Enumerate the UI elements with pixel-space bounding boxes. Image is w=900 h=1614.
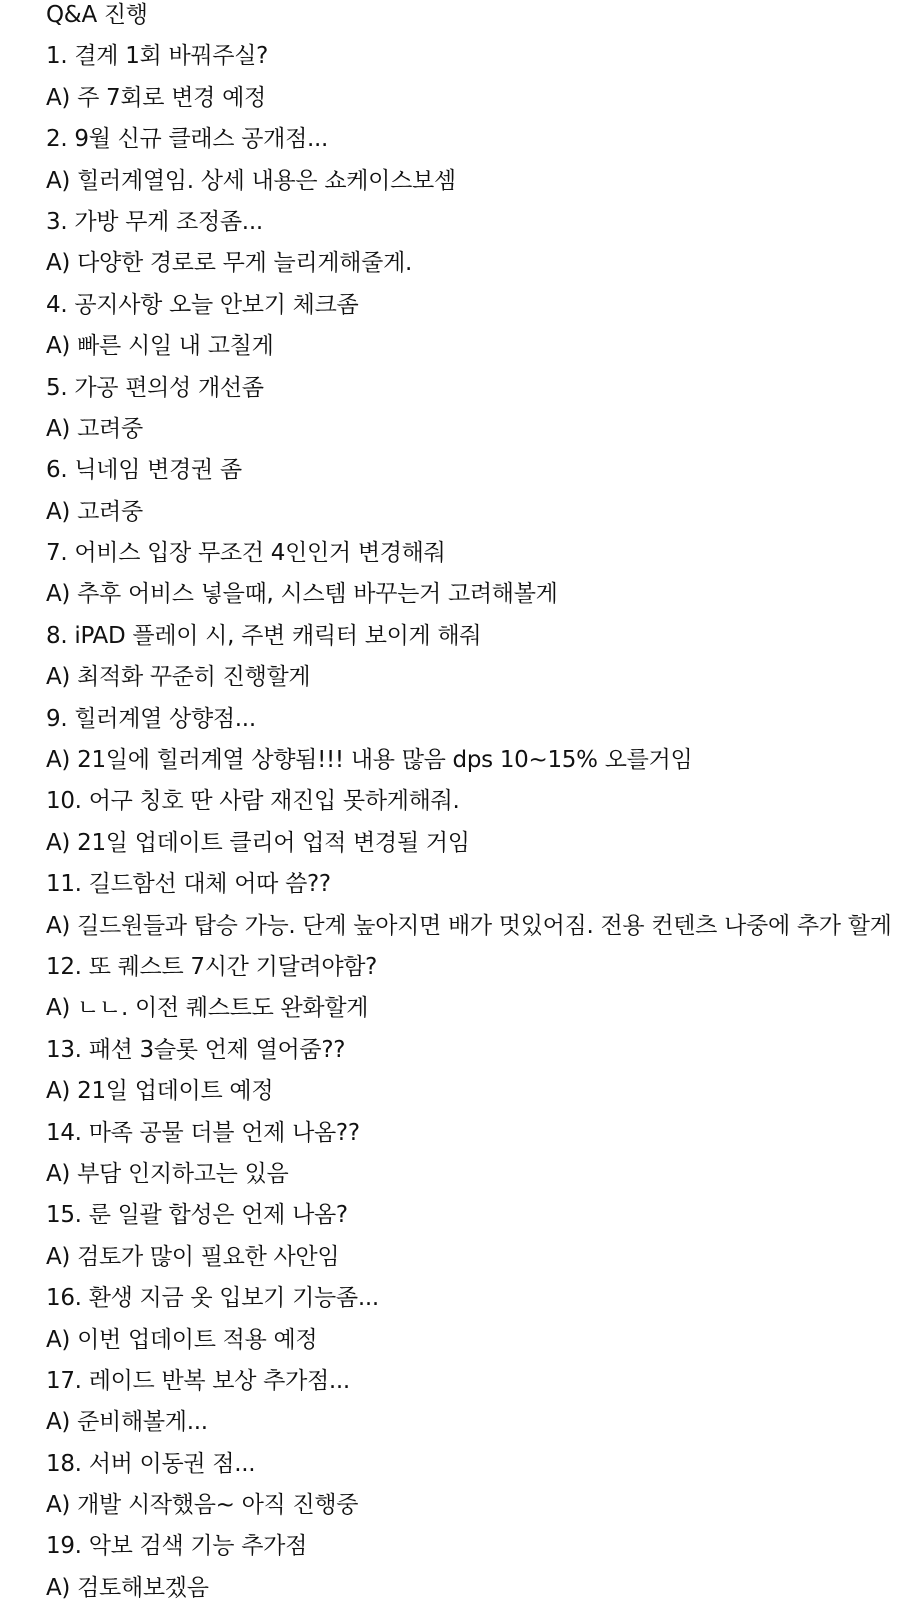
answer-line: A) 길드원들과 탑승 가능. 단계 높아지면 배가 멋있어짐. 전용 컨텐츠 나중에 추가 할게 [46,912,892,939]
answer-line: A) 검토해보겠음 [46,1574,209,1601]
question-line: 19. 악보 검색 기능 추가점 [46,1533,307,1560]
answer-line: A) 이번 업데이트 적용 예정 [46,1326,318,1353]
answer-line: A) 힐러계열임. 상세 내용은 쇼케이스보셈 [46,167,456,194]
question-line: 4. 공지사항 오늘 안보기 체크좀 [46,291,359,318]
answer-line: A) ㄴㄴ. 이전 퀘스트도 완화할게 [46,995,369,1022]
answer-line: A) 21일 업데이트 예정 [46,1078,274,1105]
answer-line: A) 개발 시작했음~ 아직 진행중 [46,1492,359,1519]
answer-line: A) 다양한 경로로 무게 늘리게해줄게. [46,250,413,277]
question-line: 3. 가방 무게 조정좀... [46,208,263,235]
qa-document [46,0,892,1614]
answer-line: A) 고려중 [46,415,143,442]
answer-line: A) 21일 업데이트 클리어 업적 변경될 거임 [46,829,470,856]
question-line: 13. 패션 3슬롯 언제 열어줌?? [46,1036,346,1063]
question-line: 17. 레이드 반복 보상 추가점... [46,1367,350,1394]
answer-line: A) 주 7회로 변경 예정 [46,84,266,111]
question-line: 2. 9월 신규 클래스 공개점... [46,126,329,153]
answer-line: A) 부담 인지하고는 있음 [46,1160,289,1187]
question-line: 15. 룬 일괄 합성은 언제 나옴? [46,1202,348,1229]
answer-line: A) 추후 어비스 넣을때, 시스템 바꾸는거 고려해볼게 [46,581,558,608]
answer-line: A) 빠른 시일 내 고칠게 [46,333,274,360]
answer-line: A) 21일에 힐러계열 상향됨!!! 내용 많음 dps 10~15% 오를거임 [46,747,693,774]
question-line: 8. iPAD 플레이 시, 주변 캐릭터 보이게 해줘 [46,622,482,649]
answer-line: A) 준비해볼게... [46,1409,208,1436]
question-line: 5. 가공 편의성 개선좀 [46,374,264,401]
question-line: 18. 서버 이동권 점... [46,1450,256,1477]
document-title: Q&A 진행 [46,2,148,28]
answer-line: A) 검토가 많이 필요한 사안임 [46,1243,340,1270]
question-line: 7. 어비스 입장 무조건 4인인거 변경해줘 [46,540,446,567]
question-line: 10. 어구 칭호 딴 사람 재진입 못하게해줘. [46,788,460,815]
question-line: 16. 환생 지금 옷 입보기 기능좀... [46,1285,379,1312]
question-line: 14. 마족 공물 더블 언제 나옴?? [46,1119,360,1146]
qa-list [46,41,892,1614]
answer-line: A) 최적화 꾸준히 진행할게 [46,664,311,691]
question-line: 6. 닉네임 변경권 좀 [46,457,242,484]
question-line: 12. 또 퀘스트 7시간 기달려야함? [46,953,378,980]
answer-line: A) 고려중 [46,498,143,525]
question-line: 9. 힐러계열 상향점... [46,705,256,732]
question-line: 11. 길드함선 대체 어따 씀?? [46,871,331,898]
question-line: 1. 결계 1회 바꿔주실? [46,43,269,70]
